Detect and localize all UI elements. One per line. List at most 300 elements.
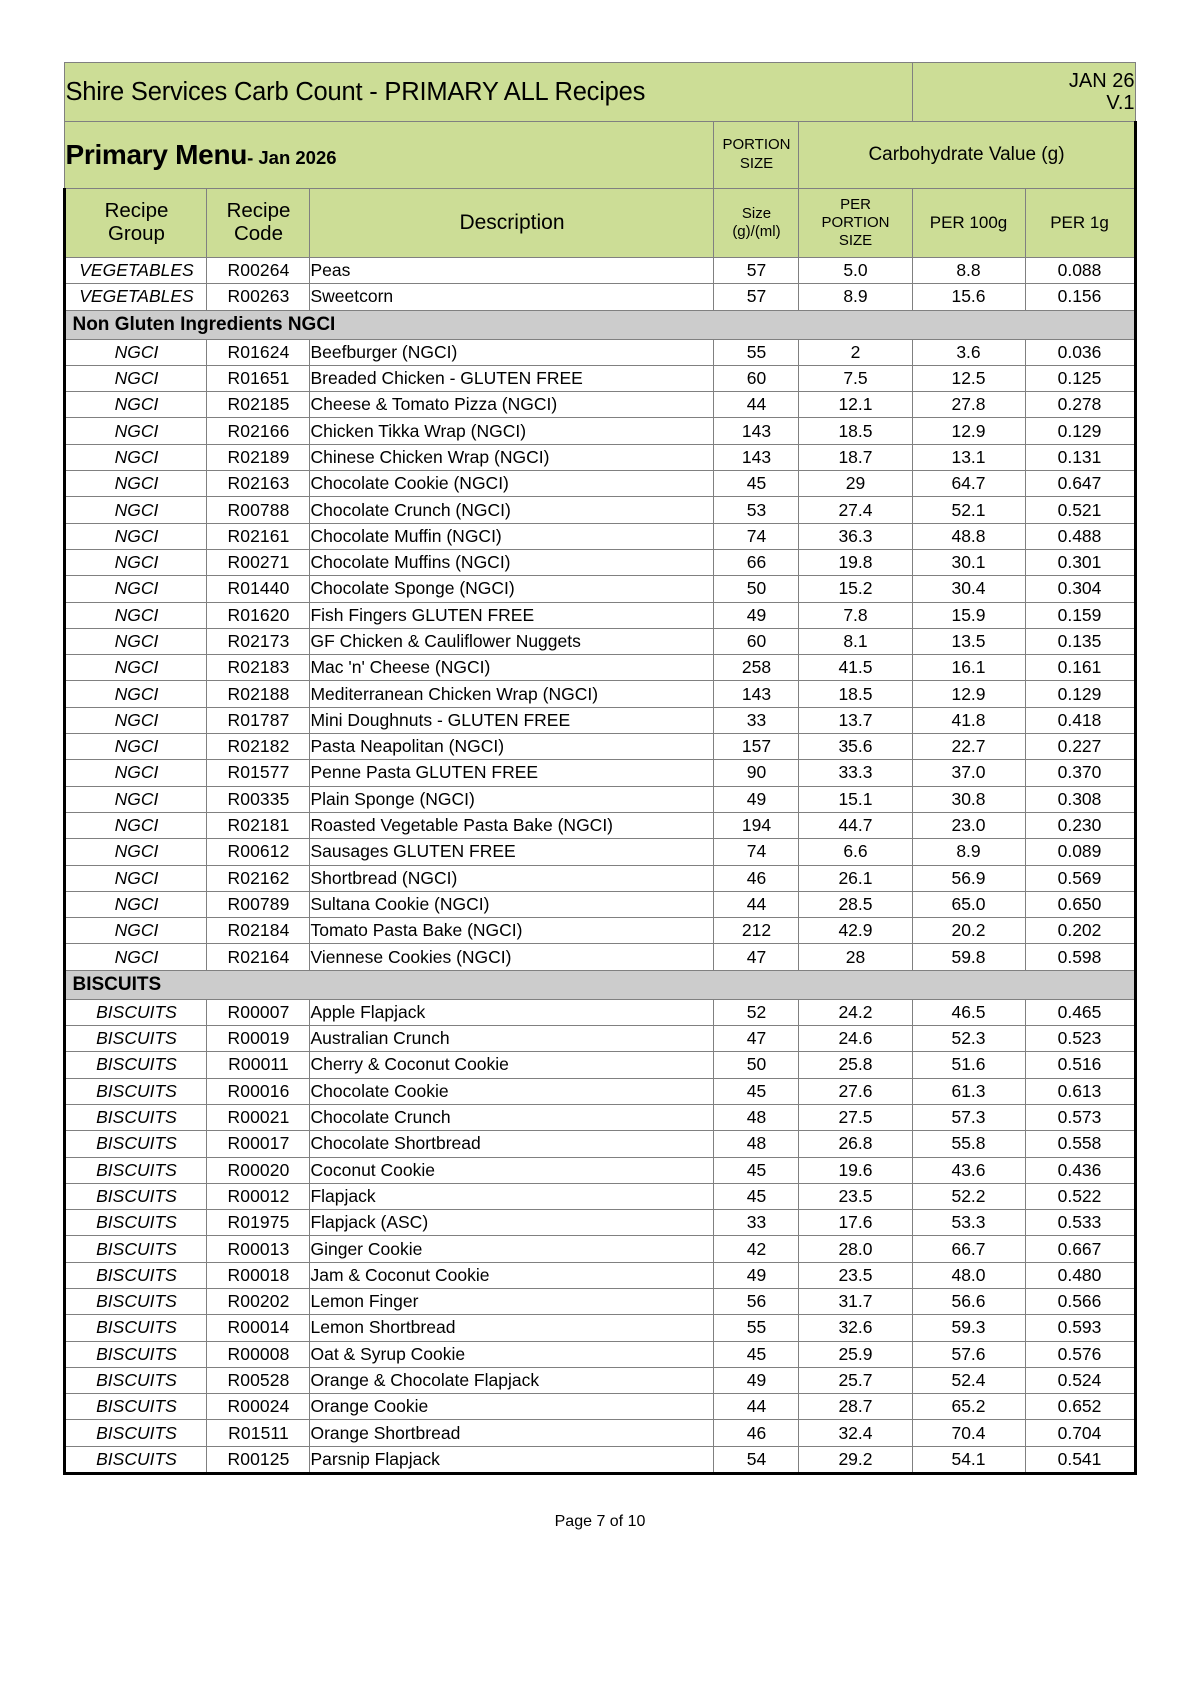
table-row[interactable]	[65, 1026, 1135, 1052]
cell-per-100g: 22.7	[912, 734, 1025, 760]
table-row[interactable]	[65, 576, 1135, 602]
cell-portion-size: 60	[714, 365, 799, 391]
cell-per-portion: 28.5	[799, 891, 912, 917]
per-portion-line3: SIZE	[838, 232, 873, 250]
cell-per-100g: 52.2	[912, 1183, 1025, 1209]
table-row[interactable]	[65, 1131, 1135, 1157]
cell-recipe-group: NGCI	[65, 655, 207, 681]
cell-recipe-group: NGCI	[65, 918, 207, 944]
section-header-label: Non Gluten Ingredients NGCI	[65, 310, 1135, 339]
cell-recipe-group: BISCUITS	[65, 1157, 207, 1183]
version-month: JAN 26	[1068, 69, 1135, 92]
cell-per-1g: 0.129	[1025, 681, 1135, 707]
recipe-group-line1: Recipe	[104, 199, 169, 223]
cell-per-1g: 0.088	[1025, 258, 1135, 284]
table-row[interactable]	[65, 1367, 1135, 1393]
per-portion-line1: PER	[840, 195, 871, 213]
cell-per-portion: 18.5	[799, 681, 912, 707]
cell-recipe-code: R02188	[207, 681, 310, 707]
cell-description: Orange Cookie	[310, 1394, 714, 1420]
cell-recipe-group: BISCUITS	[65, 1078, 207, 1104]
cell-per-1g: 0.227	[1025, 734, 1135, 760]
cell-description: Lemon Finger	[310, 1288, 714, 1314]
cell-description: Flapjack	[310, 1183, 714, 1209]
cell-recipe-code: R00024	[207, 1394, 310, 1420]
cell-recipe-group: NGCI	[65, 576, 207, 602]
table-row[interactable]	[65, 1078, 1135, 1104]
cell-per-portion: 28.7	[799, 1394, 912, 1420]
cell-description: Chocolate Sponge (NGCI)	[310, 576, 714, 602]
cell-per-1g: 0.667	[1025, 1236, 1135, 1262]
version-number: V.1	[1106, 92, 1135, 114]
carbohydrate-value-group-header: Carbohydrate Value (g)	[799, 122, 1135, 189]
cell-per-100g: 16.1	[912, 655, 1025, 681]
cell-per-1g: 0.650	[1025, 891, 1135, 917]
cell-description: Mini Doughnuts - GLUTEN FREE	[310, 707, 714, 733]
column-header-recipe-code	[207, 189, 310, 258]
cell-description: Sweetcorn	[310, 284, 714, 310]
cell-per-100g: 64.7	[912, 471, 1025, 497]
cell-portion-size: 57	[714, 258, 799, 284]
cell-recipe-code: R02189	[207, 444, 310, 470]
cell-per-portion: 6.6	[799, 839, 912, 865]
cell-recipe-code: R00528	[207, 1367, 310, 1393]
cell-recipe-code: R01624	[207, 339, 310, 365]
table-row[interactable]	[65, 258, 1135, 284]
cell-portion-size: 53	[714, 497, 799, 523]
table-row[interactable]	[65, 734, 1135, 760]
cell-recipe-group: BISCUITS	[65, 1315, 207, 1341]
cell-per-100g: 8.8	[912, 258, 1025, 284]
cell-per-1g: 0.704	[1025, 1420, 1135, 1446]
table-row[interactable]	[65, 1052, 1135, 1078]
cell-recipe-group: BISCUITS	[65, 1104, 207, 1130]
cell-description: GF Chicken & Cauliflower Nuggets	[310, 628, 714, 654]
cell-per-portion: 18.7	[799, 444, 912, 470]
cell-recipe-group: BISCUITS	[65, 1131, 207, 1157]
table-row[interactable]	[65, 786, 1135, 812]
cell-portion-size: 55	[714, 339, 799, 365]
table-row[interactable]	[65, 655, 1135, 681]
cell-per-portion: 23.5	[799, 1262, 912, 1288]
column-header-description: Description	[310, 189, 714, 258]
table-row[interactable]	[65, 418, 1135, 444]
table-row[interactable]	[65, 944, 1135, 970]
cell-per-1g: 0.308	[1025, 786, 1135, 812]
cell-per-100g: 57.3	[912, 1104, 1025, 1130]
table-row[interactable]	[65, 284, 1135, 310]
table-row[interactable]	[65, 392, 1135, 418]
cell-per-100g: 56.9	[912, 865, 1025, 891]
cell-per-portion: 36.3	[799, 523, 912, 549]
cell-per-portion: 2	[799, 339, 912, 365]
cell-description: Flapjack (ASC)	[310, 1210, 714, 1236]
document-version	[912, 63, 1135, 122]
cell-recipe-code: R00021	[207, 1104, 310, 1130]
table-row[interactable]	[65, 497, 1135, 523]
cell-per-100g: 70.4	[912, 1420, 1025, 1446]
cell-per-1g: 0.521	[1025, 497, 1135, 523]
table-row[interactable]	[65, 628, 1135, 654]
table-row[interactable]	[65, 602, 1135, 628]
cell-per-1g: 0.370	[1025, 760, 1135, 786]
document-title-row	[65, 63, 1135, 122]
cell-recipe-group: BISCUITS	[65, 1183, 207, 1209]
carb-count-table	[63, 62, 1136, 1475]
table-row[interactable]	[65, 812, 1135, 838]
table-row[interactable]	[65, 1341, 1135, 1367]
cell-recipe-code: R02183	[207, 655, 310, 681]
cell-recipe-group: BISCUITS	[65, 1052, 207, 1078]
cell-recipe-code: R02181	[207, 812, 310, 838]
cell-per-portion: 28.0	[799, 1236, 912, 1262]
cell-portion-size: 52	[714, 999, 799, 1025]
table-row[interactable]	[65, 1104, 1135, 1130]
cell-description: Oat & Syrup Cookie	[310, 1341, 714, 1367]
cell-recipe-group: NGCI	[65, 707, 207, 733]
cell-recipe-group: BISCUITS	[65, 1394, 207, 1420]
cell-per-1g: 0.488	[1025, 523, 1135, 549]
cell-description: Chicken Tikka Wrap (NGCI)	[310, 418, 714, 444]
cell-per-1g: 0.129	[1025, 418, 1135, 444]
column-header-per-portion-size	[799, 189, 912, 258]
cell-per-portion: 35.6	[799, 734, 912, 760]
table-row[interactable]	[65, 1157, 1135, 1183]
cell-portion-size: 57	[714, 284, 799, 310]
cell-portion-size: 212	[714, 918, 799, 944]
portion-size-group-header	[714, 122, 799, 189]
cell-portion-size: 44	[714, 392, 799, 418]
cell-per-100g: 12.5	[912, 365, 1025, 391]
column-header-size	[714, 189, 799, 258]
cell-per-100g: 48.8	[912, 523, 1025, 549]
cell-per-portion: 25.7	[799, 1367, 912, 1393]
cell-per-portion: 17.6	[799, 1210, 912, 1236]
cell-recipe-code: R00271	[207, 549, 310, 575]
cell-recipe-code: R00125	[207, 1446, 310, 1473]
cell-per-portion: 19.6	[799, 1157, 912, 1183]
cell-per-100g: 55.8	[912, 1131, 1025, 1157]
cell-recipe-code: R00612	[207, 839, 310, 865]
column-header-row	[65, 189, 1135, 258]
cell-per-100g: 13.5	[912, 628, 1025, 654]
cell-per-100g: 52.1	[912, 497, 1025, 523]
cell-description: Viennese Cookies (NGCI)	[310, 944, 714, 970]
cell-per-100g: 52.3	[912, 1026, 1025, 1052]
cell-per-portion: 5.0	[799, 258, 912, 284]
cell-per-portion: 29	[799, 471, 912, 497]
cell-description: Orange Shortbread	[310, 1420, 714, 1446]
cell-per-1g: 0.516	[1025, 1052, 1135, 1078]
cell-recipe-group: NGCI	[65, 549, 207, 575]
recipe-group-line2: Group	[107, 222, 165, 245]
cell-per-1g: 0.159	[1025, 602, 1135, 628]
cell-portion-size: 258	[714, 655, 799, 681]
cell-portion-size: 90	[714, 760, 799, 786]
cell-recipe-code: R00018	[207, 1262, 310, 1288]
cell-per-100g: 53.3	[912, 1210, 1025, 1236]
cell-recipe-group: NGCI	[65, 865, 207, 891]
cell-per-100g: 30.1	[912, 549, 1025, 575]
menu-title-main: Primary Menu	[65, 139, 248, 170]
cell-description: Chocolate Crunch (NGCI)	[310, 497, 714, 523]
cell-portion-size: 143	[714, 681, 799, 707]
cell-recipe-group: BISCUITS	[65, 1262, 207, 1288]
cell-description: Jam & Coconut Cookie	[310, 1262, 714, 1288]
cell-recipe-code: R00335	[207, 786, 310, 812]
cell-per-portion: 8.1	[799, 628, 912, 654]
cell-per-1g: 0.576	[1025, 1341, 1135, 1367]
cell-per-1g: 0.613	[1025, 1078, 1135, 1104]
table-row[interactable]	[65, 1288, 1135, 1314]
cell-portion-size: 47	[714, 1026, 799, 1052]
table-row[interactable]	[65, 1446, 1135, 1473]
cell-recipe-group: BISCUITS	[65, 1288, 207, 1314]
cell-per-portion: 44.7	[799, 812, 912, 838]
cell-description: Chocolate Crunch	[310, 1104, 714, 1130]
cell-description: Chocolate Cookie (NGCI)	[310, 471, 714, 497]
cell-per-1g: 0.036	[1025, 339, 1135, 365]
cell-recipe-code: R02184	[207, 918, 310, 944]
cell-recipe-code: R01620	[207, 602, 310, 628]
cell-per-1g: 0.522	[1025, 1183, 1135, 1209]
cell-per-1g: 0.125	[1025, 365, 1135, 391]
cell-recipe-code: R00016	[207, 1078, 310, 1104]
cell-per-1g: 0.161	[1025, 655, 1135, 681]
cell-per-portion: 12.1	[799, 392, 912, 418]
cell-recipe-code: R00012	[207, 1183, 310, 1209]
table-row[interactable]	[65, 891, 1135, 917]
cell-recipe-group: NGCI	[65, 444, 207, 470]
cell-portion-size: 33	[714, 1210, 799, 1236]
cell-per-portion: 42.9	[799, 918, 912, 944]
cell-description: Penne Pasta GLUTEN FREE	[310, 760, 714, 786]
cell-recipe-code: R00017	[207, 1131, 310, 1157]
cell-recipe-code: R00264	[207, 258, 310, 284]
cell-recipe-code: R00202	[207, 1288, 310, 1314]
cell-portion-size: 157	[714, 734, 799, 760]
cell-portion-size: 74	[714, 523, 799, 549]
cell-portion-size: 55	[714, 1315, 799, 1341]
cell-portion-size: 48	[714, 1104, 799, 1130]
cell-per-1g: 0.647	[1025, 471, 1135, 497]
cell-description: Shortbread (NGCI)	[310, 865, 714, 891]
cell-per-1g: 0.652	[1025, 1394, 1135, 1420]
table-row[interactable]	[65, 1236, 1135, 1262]
cell-description: Beefburger (NGCI)	[310, 339, 714, 365]
cell-description: Coconut Cookie	[310, 1157, 714, 1183]
cell-recipe-group: NGCI	[65, 365, 207, 391]
cell-recipe-group: BISCUITS	[65, 1210, 207, 1236]
cell-portion-size: 60	[714, 628, 799, 654]
cell-per-1g: 0.523	[1025, 1026, 1135, 1052]
cell-per-portion: 32.4	[799, 1420, 912, 1446]
cell-per-1g: 0.202	[1025, 918, 1135, 944]
cell-per-100g: 20.2	[912, 918, 1025, 944]
cell-recipe-group: BISCUITS	[65, 1367, 207, 1393]
cell-per-1g: 0.135	[1025, 628, 1135, 654]
cell-recipe-group: NGCI	[65, 944, 207, 970]
cell-description: Chocolate Shortbread	[310, 1131, 714, 1157]
column-header-per-1g: PER 1g	[1025, 189, 1135, 258]
cell-portion-size: 47	[714, 944, 799, 970]
cell-recipe-code: R02185	[207, 392, 310, 418]
cell-portion-size: 45	[714, 1157, 799, 1183]
cell-recipe-code: R00014	[207, 1315, 310, 1341]
cell-per-100g: 30.8	[912, 786, 1025, 812]
cell-per-portion: 19.8	[799, 549, 912, 575]
cell-per-1g: 0.593	[1025, 1315, 1135, 1341]
cell-per-100g: 65.2	[912, 1394, 1025, 1420]
cell-recipe-code: R02173	[207, 628, 310, 654]
cell-per-100g: 52.4	[912, 1367, 1025, 1393]
cell-portion-size: 48	[714, 1131, 799, 1157]
cell-portion-size: 45	[714, 1341, 799, 1367]
cell-description: Breaded Chicken - GLUTEN FREE	[310, 365, 714, 391]
table-row[interactable]	[65, 365, 1135, 391]
cell-portion-size: 46	[714, 1420, 799, 1446]
column-header-recipe-group	[65, 189, 207, 258]
cell-per-portion: 27.6	[799, 1078, 912, 1104]
cell-recipe-group: BISCUITS	[65, 1420, 207, 1446]
cell-per-portion: 25.9	[799, 1341, 912, 1367]
table-row[interactable]	[65, 339, 1135, 365]
cell-per-portion: 15.1	[799, 786, 912, 812]
column-header-per-100g: PER 100g	[912, 189, 1025, 258]
section-header-row	[65, 310, 1135, 339]
cell-description: Ginger Cookie	[310, 1236, 714, 1262]
cell-recipe-code: R01440	[207, 576, 310, 602]
table-row[interactable]	[65, 549, 1135, 575]
cell-per-100g: 3.6	[912, 339, 1025, 365]
cell-per-1g: 0.301	[1025, 549, 1135, 575]
table-row[interactable]	[65, 1183, 1135, 1209]
cell-per-100g: 27.8	[912, 392, 1025, 418]
menu-title-cell	[65, 122, 714, 189]
cell-description: Sultana Cookie (NGCI)	[310, 891, 714, 917]
cell-recipe-group: NGCI	[65, 734, 207, 760]
cell-recipe-group: NGCI	[65, 602, 207, 628]
cell-per-100g: 66.7	[912, 1236, 1025, 1262]
cell-recipe-group: BISCUITS	[65, 1026, 207, 1052]
page-footer: Page 7 of 10	[554, 1513, 646, 1531]
cell-per-portion: 29.2	[799, 1446, 912, 1473]
cell-recipe-code: R00020	[207, 1157, 310, 1183]
cell-description: Chocolate Muffins (NGCI)	[310, 549, 714, 575]
table-row[interactable]	[65, 999, 1135, 1025]
cell-recipe-code: R00788	[207, 497, 310, 523]
cell-recipe-code: R02163	[207, 471, 310, 497]
table-row[interactable]	[65, 1315, 1135, 1341]
cell-recipe-code: R02166	[207, 418, 310, 444]
cell-description: Chocolate Muffin (NGCI)	[310, 523, 714, 549]
cell-per-100g: 57.6	[912, 1341, 1025, 1367]
cell-per-portion: 27.4	[799, 497, 912, 523]
cell-per-100g: 59.3	[912, 1315, 1025, 1341]
cell-description: Chocolate Cookie	[310, 1078, 714, 1104]
table-row[interactable]	[65, 1394, 1135, 1420]
cell-per-1g: 0.566	[1025, 1288, 1135, 1314]
table-row[interactable]	[65, 918, 1135, 944]
cell-per-100g: 59.8	[912, 944, 1025, 970]
table-row[interactable]	[65, 707, 1135, 733]
cell-recipe-group: BISCUITS	[65, 999, 207, 1025]
cell-per-100g: 8.9	[912, 839, 1025, 865]
cell-description: Cheese & Tomato Pizza (NGCI)	[310, 392, 714, 418]
cell-per-1g: 0.558	[1025, 1131, 1135, 1157]
table-row[interactable]	[65, 1420, 1135, 1446]
table-row[interactable]	[65, 839, 1135, 865]
cell-per-100g: 13.1	[912, 444, 1025, 470]
cell-portion-size: 44	[714, 891, 799, 917]
cell-per-100g: 56.6	[912, 1288, 1025, 1314]
cell-description: Lemon Shortbread	[310, 1315, 714, 1341]
table-row[interactable]	[65, 471, 1135, 497]
portion-size-line2: SIZE	[739, 155, 774, 172]
cell-per-100g: 48.0	[912, 1262, 1025, 1288]
cell-per-portion: 7.5	[799, 365, 912, 391]
cell-portion-size: 66	[714, 549, 799, 575]
cell-portion-size: 143	[714, 418, 799, 444]
cell-portion-size: 74	[714, 839, 799, 865]
cell-portion-size: 50	[714, 1052, 799, 1078]
cell-portion-size: 42	[714, 1236, 799, 1262]
table-row[interactable]	[65, 523, 1135, 549]
table-row[interactable]	[65, 681, 1135, 707]
cell-per-100g: 23.0	[912, 812, 1025, 838]
cell-recipe-code: R00789	[207, 891, 310, 917]
cell-recipe-code: R00013	[207, 1236, 310, 1262]
table-row[interactable]	[65, 444, 1135, 470]
cell-per-portion: 41.5	[799, 655, 912, 681]
cell-recipe-group: VEGETABLES	[65, 284, 207, 310]
cell-per-portion: 18.5	[799, 418, 912, 444]
cell-recipe-group: NGCI	[65, 471, 207, 497]
table-row[interactable]	[65, 865, 1135, 891]
cell-portion-size: 45	[714, 1078, 799, 1104]
cell-per-1g: 0.541	[1025, 1446, 1135, 1473]
cell-recipe-group: NGCI	[65, 418, 207, 444]
table-row[interactable]	[65, 760, 1135, 786]
cell-description: Pasta Neapolitan (NGCI)	[310, 734, 714, 760]
cell-per-1g: 0.278	[1025, 392, 1135, 418]
cell-per-portion: 32.6	[799, 1315, 912, 1341]
size-line1: Size	[741, 205, 772, 222]
cell-recipe-group: NGCI	[65, 812, 207, 838]
cell-recipe-code: R01511	[207, 1420, 310, 1446]
cell-per-portion: 33.3	[799, 760, 912, 786]
cell-per-portion: 23.5	[799, 1183, 912, 1209]
cell-portion-size: 33	[714, 707, 799, 733]
cell-recipe-group: NGCI	[65, 786, 207, 812]
document-title: Shire Services Carb Count - PRIMARY ALL Recipes	[65, 63, 912, 122]
cell-recipe-code: R02162	[207, 865, 310, 891]
cell-per-portion: 26.1	[799, 865, 912, 891]
cell-per-100g: 12.9	[912, 681, 1025, 707]
cell-per-portion: 24.2	[799, 999, 912, 1025]
cell-per-100g: 54.1	[912, 1446, 1025, 1473]
cell-recipe-code: R00008	[207, 1341, 310, 1367]
cell-description: Sausages GLUTEN FREE	[310, 839, 714, 865]
table-row[interactable]	[65, 1210, 1135, 1236]
cell-portion-size: 49	[714, 1367, 799, 1393]
cell-recipe-group: NGCI	[65, 523, 207, 549]
cell-description: Australian Crunch	[310, 1026, 714, 1052]
cell-portion-size: 45	[714, 1183, 799, 1209]
table-row[interactable]	[65, 1262, 1135, 1288]
cell-per-1g: 0.598	[1025, 944, 1135, 970]
cell-recipe-group: NGCI	[65, 891, 207, 917]
